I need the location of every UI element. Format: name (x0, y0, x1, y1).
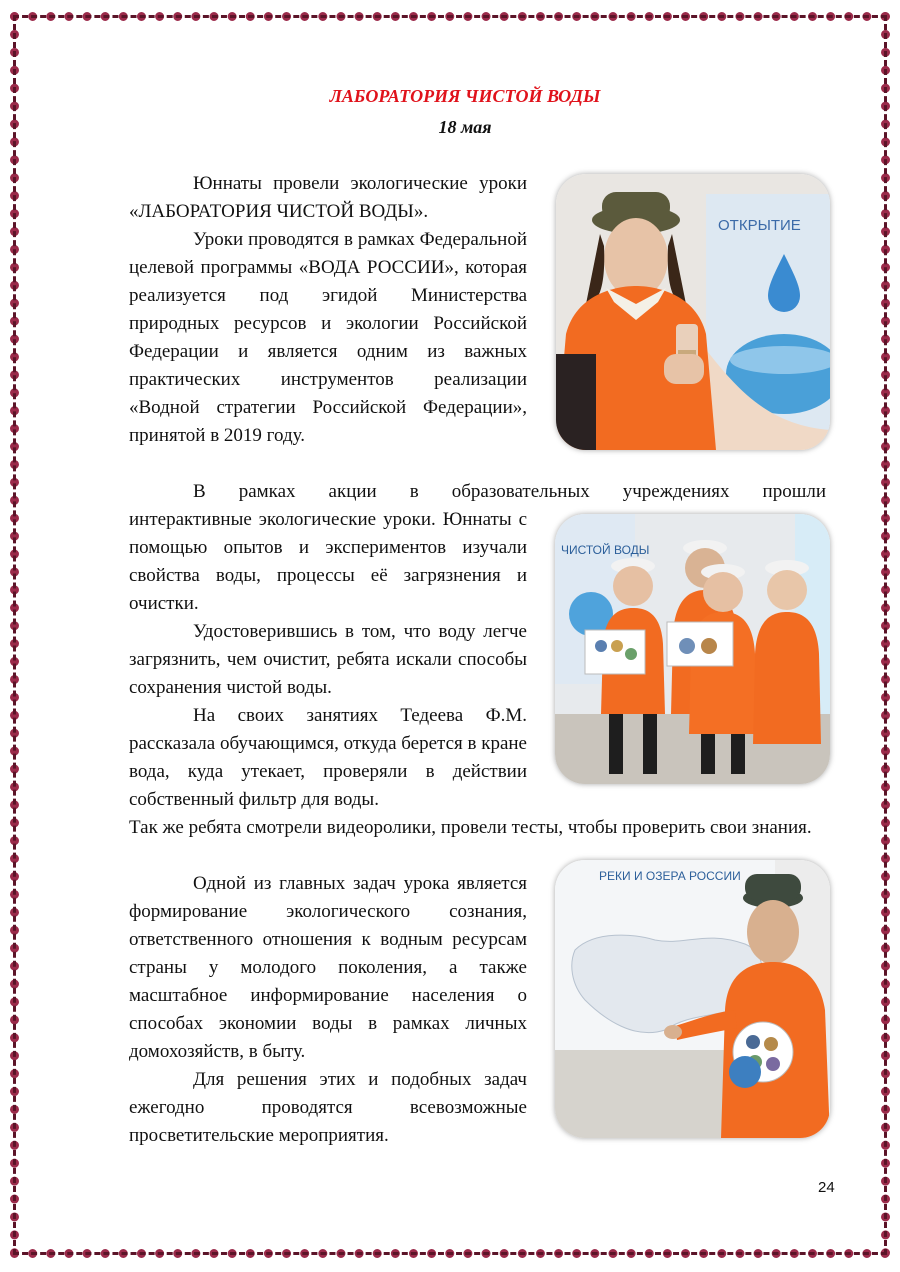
paragraph: интерактивные экологические уроки. Юннаты с помощью опытов и экспериментов изучали свойства воды, процессы её загрязнения и очистки. (129, 509, 527, 614)
paragraph: Уроки проводятся в рамках Федеральной целевой программы «ВОДА РОССИИ», которая реализуется под эгидой Министерства природных ресурсов и экологии Российской Федерации и является одним из важных практических инструментов реализации «Водной стратегии Российской Федерации», принятой в 2019 году. (129, 229, 527, 446)
page-number: 24 (818, 1179, 835, 1196)
paragraph: Так же ребята смотрели видеоролики, провели тесты, чтобы проверить свои знания. (129, 817, 812, 838)
text-block-1 (129, 170, 527, 450)
photo-boy-illustration (555, 860, 830, 1138)
photo-map-title: РЕКИ И ОЗЕРА РОССИИ (599, 869, 741, 883)
paragraph: В рамках акции в образовательных учреждениях прошли (193, 481, 826, 502)
text-full-line-1 (129, 478, 826, 506)
paragraph: На своих занятиях Тедеева Ф.М. рассказала обучающимся, откуда берется в кране вода, куда утекает, проверяли в действии собственный фильтр для воды. (129, 705, 527, 810)
photo-screen-text: ОТКРЫТИЕ (718, 217, 801, 234)
photo-banner-text: ЧИСТОЙ ВОДЫ (561, 543, 650, 557)
paragraph: Для решения этих и подобных задач ежегодно проводятся всевозможные просветительские мероприятия. (129, 1069, 527, 1146)
text-block-2 (129, 506, 527, 814)
photo-girl-illustration (556, 174, 830, 450)
photo-boy-at-map (555, 860, 830, 1138)
paragraph: Удостоверившись в том, что воду легче загрязнить, чем очистит, ребята искали способы сохранения чистой воды. (129, 621, 527, 698)
paragraph: Одной из главных задач урока является формирование экологического сознания, ответственного отношения к водным ресурсам страны у молодого поколения, а также масштабное информирование населения о способах экономии воды в рамках личных домохозяйств, в быту. (129, 873, 527, 1062)
photo-girl-with-glass (556, 174, 830, 450)
photo-students-group (555, 514, 830, 784)
text-full-line-2 (129, 814, 826, 842)
text-block-3 (129, 870, 527, 1150)
photo-students-illustration (555, 514, 830, 784)
paragraph: Юннаты провели экологические уроки «ЛАБОРАТОРИЯ ЧИСТОЙ ВОДЫ». (129, 173, 527, 222)
page-date: 18 мая (438, 117, 492, 137)
page-title: ЛАБОРАТОРИЯ ЧИСТОЙ ВОДЫ (329, 86, 601, 106)
